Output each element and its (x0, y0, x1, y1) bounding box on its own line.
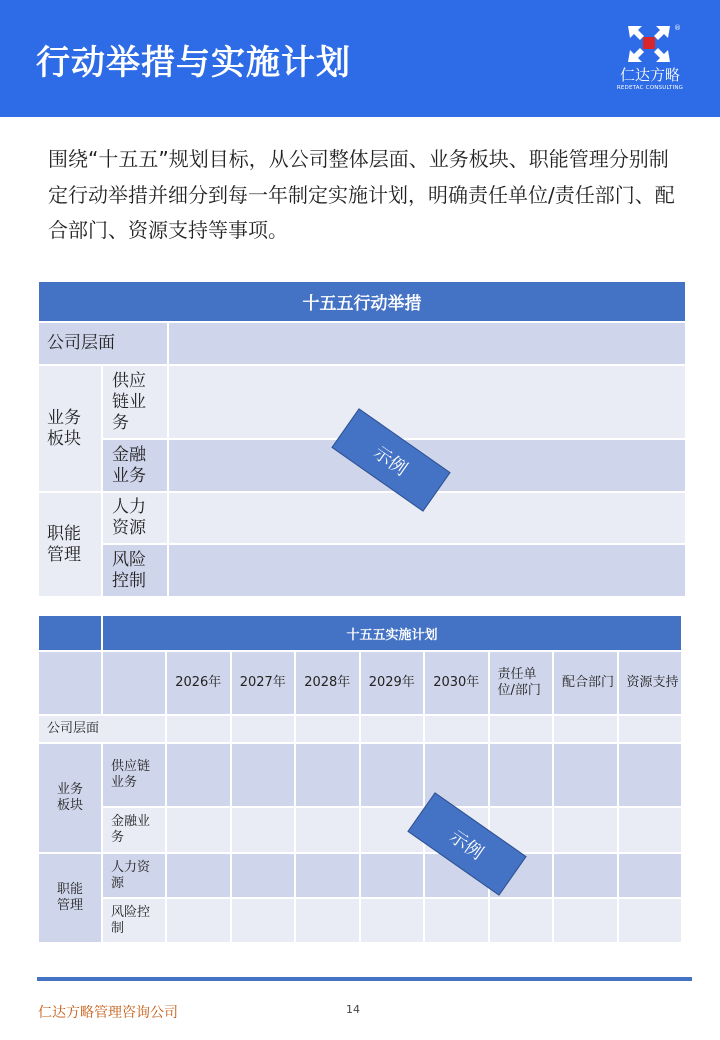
header-blank-2 (103, 652, 165, 714)
plan-cell (361, 744, 424, 806)
plan-cell (232, 808, 295, 852)
functional-label: 职能管理 (56, 882, 83, 913)
intro-paragraph: 围绕“十五五”规划目标，从公司整体层面、业务板块、职能管理分别制定行动举措并细分到每一年制定实施计划，明确责任单位/责任部门、配合部门、资源支持等事项。 (48, 147, 675, 242)
row-hr (103, 854, 165, 897)
plan-cell (619, 744, 682, 806)
plan-cell (619, 854, 682, 897)
risk-label: 风险控制 (112, 549, 146, 591)
col-2027: 2027年 (232, 652, 295, 714)
page-number: 14 (346, 1003, 360, 1016)
plan-cell (296, 899, 359, 942)
footer-divider (37, 977, 692, 981)
example-stamp-1: 示例 (331, 408, 450, 512)
plan-cell (232, 899, 295, 942)
col-2028: 2028年 (296, 652, 359, 714)
logo-arrows-icon (626, 24, 672, 64)
plan-cell (167, 716, 230, 742)
plan-cell (425, 899, 488, 942)
row-functional-mgmt (39, 493, 101, 596)
col-responsible: 责任单位/部门 (490, 652, 553, 714)
logo-text-en: REDETAC CONSULTING (616, 85, 684, 91)
footer-company: 仁达方略管理咨询公司 (38, 1005, 178, 1021)
business-label: 业务板块 (56, 782, 83, 813)
plan-cell (296, 854, 359, 897)
plan-cell (554, 899, 617, 942)
cell-supply-content (169, 366, 685, 438)
plan-cell (490, 716, 553, 742)
plan-cell (554, 744, 617, 806)
header-banner (0, 0, 720, 117)
row-finance (103, 808, 165, 852)
row-supply-chain (103, 366, 167, 438)
hr-label: 人力资源 (111, 859, 151, 891)
plan-cell (296, 716, 359, 742)
implementation-plan-table (37, 614, 683, 944)
plan-cell (232, 854, 295, 897)
plan-cell (232, 716, 295, 742)
plan-cell (619, 716, 682, 742)
col-2029: 2029年 (361, 652, 424, 714)
col-cooperating: 配合部门 (554, 652, 617, 714)
row-hr (103, 493, 167, 543)
plan-cell (361, 854, 424, 897)
supply-label: 供应链业务 (112, 370, 146, 433)
page-title: 行动举措与实施计划 (36, 43, 351, 83)
plan-cell (167, 899, 230, 942)
cell-risk-content (169, 545, 685, 596)
plan-cell (554, 854, 617, 897)
plan-cell (490, 744, 553, 806)
plan-cell (232, 744, 295, 806)
hr-label: 人力资源 (112, 497, 146, 538)
header-blank-1 (39, 652, 101, 714)
plan-cell (619, 808, 682, 852)
col-resources: 资源支持 (619, 652, 682, 714)
plan-cell (619, 899, 682, 942)
plan-cell (554, 716, 617, 742)
business-label: 业务板块 (47, 407, 81, 449)
row-risk (103, 899, 165, 942)
plan-cell (296, 744, 359, 806)
plan-cell (425, 716, 488, 742)
plan-cell (296, 808, 359, 852)
row-supply-chain (103, 744, 165, 806)
plan-cell (167, 808, 230, 852)
table2-corner (39, 616, 101, 650)
row-company-level: 公司层面 (39, 323, 167, 364)
plan-cell (167, 854, 230, 897)
col-2030: 2030年 (425, 652, 488, 714)
plan-cell (361, 716, 424, 742)
table2-title: 十五五实施计划 (103, 616, 681, 650)
plan-cell (554, 808, 617, 852)
table1-title: 十五五行动举措 (39, 282, 685, 321)
cell-company-content (169, 323, 685, 364)
risk-label: 风险控制 (111, 904, 151, 936)
row-business-segment (39, 366, 101, 491)
finance-label: 金融业务 (112, 444, 146, 486)
row-company-level: 公司层面 (39, 716, 165, 742)
plan-cell (167, 744, 230, 806)
plan-cell (490, 899, 553, 942)
plan-cell (361, 899, 424, 942)
company-logo (606, 24, 694, 96)
example-stamp-2: 示例 (407, 792, 526, 896)
functional-label: 职能管理 (47, 523, 81, 565)
row-functional-mgmt (39, 854, 101, 942)
row-finance (103, 440, 167, 491)
logo-registered-mark: ® (674, 24, 681, 32)
finance-label: 金融业务 (111, 814, 151, 845)
supply-label: 供应链业务 (111, 759, 151, 790)
row-risk (103, 545, 167, 596)
col-2026: 2026年 (167, 652, 230, 714)
row-business-segment (39, 744, 101, 852)
logo-text-cn: 仁达方略 (619, 66, 680, 84)
